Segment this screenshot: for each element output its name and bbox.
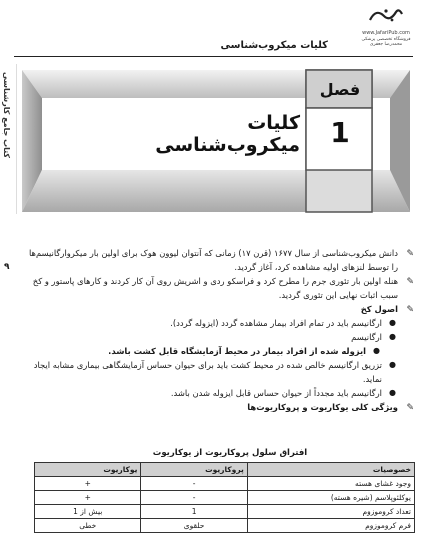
- sub-bullet-icon: ●: [389, 388, 396, 397]
- table-row: [35, 519, 415, 533]
- paragraph-2: [24, 274, 412, 302]
- body-text: [24, 246, 412, 414]
- bullet-pen-icon: ✎: [406, 403, 414, 413]
- koch-item-4: [24, 386, 412, 400]
- paragraph-1: [24, 246, 412, 274]
- sub-bullet-icon: ●: [389, 332, 396, 341]
- koch-item-3-text: تزریق ارگانیسم خالص شده در محیط کشت باید برای حیوان حساس آزمایشگاهی بیماری مشابه ایجاد نماید.: [33, 360, 382, 384]
- paragraph-4: [24, 400, 412, 414]
- chapter-label: فصل: [319, 80, 361, 99]
- table-header-cell: خصوصیات: [247, 463, 414, 477]
- koch-item-3: [24, 358, 412, 386]
- comparison-table: [34, 462, 415, 533]
- koch-item-1-text: ارگانیسم باید در تمام افراد بیمار مشاهده گردد (ایزوله گردد).: [170, 318, 382, 328]
- publisher-subtitle: فروشگاه تخصصی پزشکی محمدرضا جعفری: [361, 37, 411, 47]
- paragraph-2-text: هنله اولین بار تئوری جرم را مطرح کرد و فراسکو ردی و اشریش روی آن کار کردند و کارهای پاستور و کخ سبب اثبات نهایی این تئوری گردید.: [32, 276, 398, 300]
- table-cell: -: [141, 491, 247, 505]
- table-cell: خطی: [35, 519, 141, 533]
- sub-bullet-icon: ●: [389, 360, 396, 369]
- table-cell: تعداد کروموزوم: [247, 505, 414, 519]
- koch-item-4-text: ارگانیسم باید مجدداً از حیوان حساس قابل ایزوله شدن باشد.: [170, 388, 382, 398]
- table-row: [35, 477, 415, 491]
- table-row: [35, 491, 415, 505]
- koch-item-2-text: ارگانیسم: [351, 332, 382, 342]
- table-header-cell: پروکاریوت: [141, 463, 247, 477]
- koch-item-1: [24, 316, 412, 330]
- paragraph-3: [24, 302, 412, 316]
- table-cell: حلقوی: [141, 519, 247, 533]
- chapter-title: کلیات میکروب‌شناسی: [155, 112, 300, 156]
- bullet-pen-icon: ✎: [406, 305, 414, 315]
- sub-bullet-icon: ●: [389, 318, 396, 327]
- koch-subitem: [24, 344, 412, 358]
- table-row: [35, 505, 415, 519]
- paragraph-1-text: دانش میکروب‌شناسی از سال ۱۶۷۷ (قرن ۱۷) زمانی که آنتوان لیوون هوک برای اولین بار میکروارگانیسم‌ها را توسط لنزهای اولیه مشاهده کرد، آغاز گردید.: [28, 248, 398, 272]
- publisher-url: www.JafariPub.com: [362, 30, 410, 36]
- side-tab: [0, 64, 17, 214]
- header-rule: [14, 56, 413, 57]
- table-header-row: [35, 463, 415, 477]
- table-cell: فرم کروموزوم: [247, 519, 414, 533]
- side-tab-label: کتاب جامع کارشناسی: [2, 72, 11, 159]
- koch-subitem-text: ایزوله شده از افراد بیمار در محیط آزمایشگاه قابل کشت باشد.: [108, 346, 366, 356]
- table-cell: 1: [141, 505, 247, 519]
- koch-item-2: [24, 330, 412, 344]
- table-cell: بیش از 1: [35, 505, 141, 519]
- table-header-cell: یوکاریوت: [35, 463, 141, 477]
- table-title: افتراق سلول پروکاریوت از یوکاریوت: [152, 448, 308, 458]
- table-cell: +: [35, 477, 141, 491]
- table-cell: +: [35, 491, 141, 505]
- bullet-pen-icon: ✎: [406, 249, 414, 259]
- table-cell: وجود غشای هسته: [247, 477, 414, 491]
- publisher-logo-icon: [368, 6, 404, 26]
- chapter-number: 1: [330, 116, 350, 149]
- sub-bullet-icon: ●: [373, 346, 380, 355]
- paragraph-3-text: اصول کخ: [360, 304, 398, 314]
- paragraph-4-text: ویژگی کلی یوکاریوت و پروکاریوت‌ها: [247, 402, 398, 412]
- running-header-title: کلیات میکروب‌شناسی: [220, 40, 328, 51]
- publisher-logo: [356, 6, 416, 48]
- page-number: ۹: [4, 262, 10, 272]
- table-cell: یوکلئوپلاسم (شیره هسته): [247, 491, 414, 505]
- bullet-pen-icon: ✎: [406, 277, 414, 287]
- table-cell: -: [141, 477, 247, 491]
